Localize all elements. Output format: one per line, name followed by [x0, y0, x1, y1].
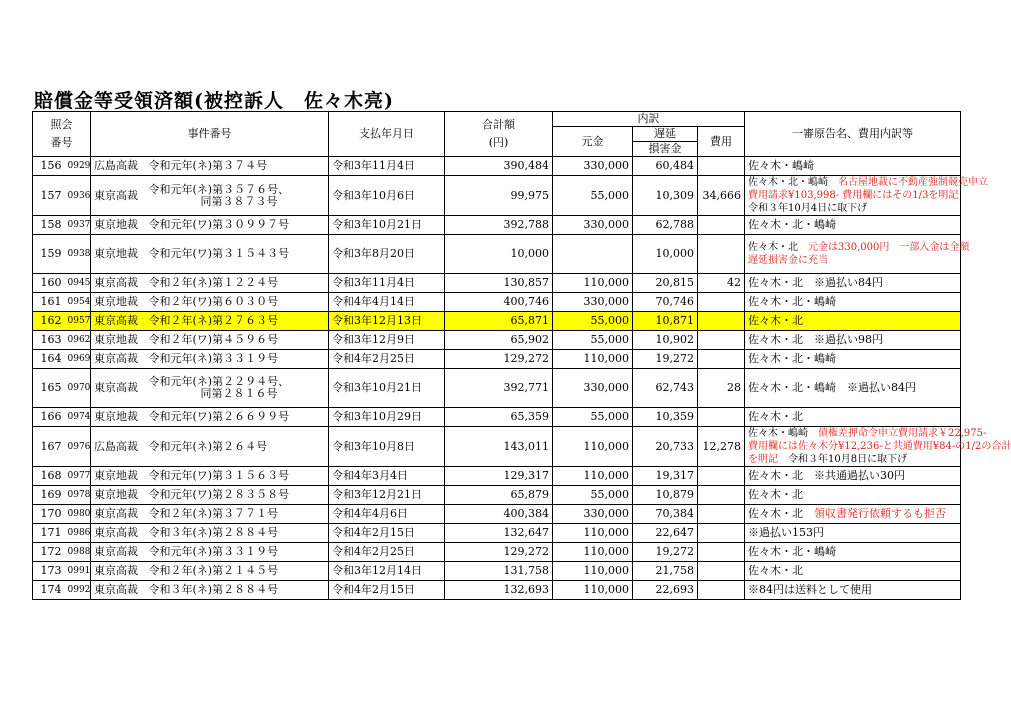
row-cost [698, 505, 745, 524]
row-no: 169 [33, 486, 65, 505]
row-date: 令和3年10月8日 [329, 427, 445, 467]
row-date: 令和3年11月4日 [329, 274, 445, 293]
row-delay: 19,317 [633, 467, 698, 486]
row-cost [698, 235, 745, 274]
row-court: 東京高裁 [91, 505, 146, 524]
payments-table [32, 111, 1011, 600]
remark-red-text: 債権差押命令申立費用請求￥22,975- [818, 428, 987, 439]
header-cost: 費用 [698, 127, 745, 157]
row-principal: 330,000 [553, 369, 633, 408]
row-remarks [745, 216, 961, 235]
remark-text: 佐々木・北 ※共通過払い30円 [748, 469, 906, 482]
row-remarks [745, 505, 961, 524]
row-case [146, 467, 329, 486]
row-court: 東京地裁 [91, 235, 146, 274]
row-total: 400,746 [445, 293, 553, 312]
remark-red-text: 費用請求¥103,998- 費用欄にはその1/3を明記 [748, 190, 959, 201]
remark-text: 佐々木・北・嶋崎 [748, 295, 837, 308]
row-case-main: 令和２年(ネ)第３７７１号 [148, 507, 279, 520]
row-remarks [745, 427, 1011, 467]
row-date: 令和3年10月6日 [329, 176, 445, 216]
row-case [146, 216, 329, 235]
row-court: 東京高裁 [91, 581, 146, 600]
table-body [33, 157, 1011, 600]
table-row [33, 467, 961, 486]
row-code: 0977 [65, 467, 91, 486]
row-no: 156 [33, 157, 65, 176]
row-principal: 55,000 [553, 486, 633, 505]
row-no: 157 [33, 176, 65, 216]
row-code: 0986 [65, 524, 91, 543]
row-total: 392,788 [445, 216, 553, 235]
remark-line [748, 440, 1011, 453]
row-principal: 110,000 [553, 543, 633, 562]
row-principal: 110,000 [553, 562, 633, 581]
row-delay: 19,272 [633, 350, 698, 369]
row-cost [698, 216, 745, 235]
row-case-main: 令和元年(ワ)第３１５４３号 [148, 247, 290, 260]
row-remarks [745, 312, 961, 331]
row-case [146, 505, 329, 524]
row-cost: 34,666 [698, 176, 745, 216]
row-case [146, 524, 329, 543]
row-total: 400,384 [445, 505, 553, 524]
row-no: 172 [33, 543, 65, 562]
remark-text: 佐々木・北 [748, 507, 815, 520]
remark-text: ※84円は送料として使用 [748, 583, 873, 596]
remark-text: 佐々木・嶋崎 [748, 428, 819, 439]
remark-red-text: 費用欄には佐々木分¥12,236-と共通費用¥84-の1/2の合計 [748, 441, 1011, 452]
row-no: 168 [33, 467, 65, 486]
row-no: 174 [33, 581, 65, 600]
row-case [146, 350, 329, 369]
remark-text: 令和３年10月8日に取下げ [778, 454, 908, 465]
row-cost [698, 331, 745, 350]
row-delay: 10,902 [633, 331, 698, 350]
row-code: 0969 [65, 350, 91, 369]
row-case [146, 235, 329, 274]
row-no: 164 [33, 350, 65, 369]
row-delay: 62,743 [633, 369, 698, 408]
row-code: 0970 [65, 369, 91, 408]
row-remarks [745, 581, 961, 600]
remark-text: 佐々木・北 [748, 488, 804, 501]
row-court: 東京高裁 [91, 176, 146, 216]
header-no: 照会 番号 [33, 112, 91, 157]
remark-red-text: 領収書発行依頼するも拒否 [814, 507, 947, 520]
row-total: 143,011 [445, 427, 553, 467]
table-row [33, 274, 961, 293]
row-case-main: 令和元年(ワ)第２８３５８号 [148, 488, 290, 501]
row-delay: 70,384 [633, 505, 698, 524]
row-total: 132,693 [445, 581, 553, 600]
remark-text: 佐々木・北 [748, 564, 804, 577]
row-case [146, 331, 329, 350]
row-no: 171 [33, 524, 65, 543]
table-row [33, 562, 961, 581]
remark-text: 佐々木・北 [748, 410, 804, 423]
row-date: 令和3年10月21日 [329, 369, 445, 408]
row-no: 162 [33, 312, 65, 331]
remark-line [748, 427, 987, 440]
row-principal: 110,000 [553, 524, 633, 543]
row-court: 東京高裁 [91, 524, 146, 543]
row-remarks [745, 543, 961, 562]
row-total: 65,879 [445, 486, 553, 505]
row-cost: 28 [698, 369, 745, 408]
remark-text: 令和３年10月4日に取下げ [748, 203, 868, 214]
row-court: 東京地裁 [91, 216, 146, 235]
remark-red-text: を明記 [748, 454, 779, 465]
row-case [146, 486, 329, 505]
row-total: 132,647 [445, 524, 553, 543]
table-row [33, 486, 961, 505]
row-case-main: 令和元年(ネ)第３３１９号 [148, 545, 279, 558]
row-principal: 110,000 [553, 274, 633, 293]
remark-red-text: 名古屋地裁に不動産強制競売申立 [838, 177, 989, 188]
row-remarks [745, 486, 961, 505]
row-delay: 10,309 [633, 176, 698, 216]
row-remarks [745, 235, 970, 274]
row-court: 東京高裁 [91, 562, 146, 581]
row-delay: 21,758 [633, 562, 698, 581]
row-date: 令和4年2月25日 [329, 350, 445, 369]
row-cost [698, 312, 745, 331]
row-cost: 42 [698, 274, 745, 293]
row-case-main: 令和３年(ネ)第２８８４号 [148, 583, 279, 596]
row-delay: 62,788 [633, 216, 698, 235]
row-case [146, 581, 329, 600]
header-remarks: 一審原告名、費用内訳等 [745, 112, 961, 157]
row-remarks [745, 369, 961, 408]
remark-text: 佐々木・北・嶋崎 ※過払い84円 [748, 381, 917, 394]
remark-line [748, 202, 957, 215]
row-total: 65,871 [445, 312, 553, 331]
table-row [33, 216, 961, 235]
table-row [33, 176, 961, 216]
row-delay: 10,359 [633, 408, 698, 427]
row-total: 10,000 [445, 235, 553, 274]
row-code: 0957 [65, 312, 91, 331]
row-case-main: 令和元年(ネ)第３５７６号、 [148, 182, 290, 196]
row-delay: 19,272 [633, 543, 698, 562]
row-date: 令和3年12月13日 [329, 312, 445, 331]
row-cost [698, 524, 745, 543]
row-delay: 70,746 [633, 293, 698, 312]
row-principal: 55,000 [553, 176, 633, 216]
row-date: 令和3年8月20日 [329, 235, 445, 274]
row-cost [698, 486, 745, 505]
row-principal: 330,000 [553, 216, 633, 235]
row-case [146, 312, 329, 331]
row-code: 0929 [65, 157, 91, 176]
row-court: 東京高裁 [91, 350, 146, 369]
row-no: 163 [33, 331, 65, 350]
row-case-main: 令和２年(ワ)第６０３０号 [148, 295, 279, 308]
row-court: 東京地裁 [91, 486, 146, 505]
row-remarks [745, 274, 961, 293]
row-date: 令和4年4月6日 [329, 505, 445, 524]
row-delay: 20,815 [633, 274, 698, 293]
row-remarks [745, 293, 961, 312]
row-principal: 330,000 [553, 293, 633, 312]
row-court: 東京地裁 [91, 293, 146, 312]
row-court: 東京高裁 [91, 312, 146, 331]
row-case-main: 令和元年(ネ)第２２９４号、 [148, 375, 290, 388]
row-case-main: 令和元年(ネ)第３７４号 [148, 159, 268, 172]
row-total: 130,857 [445, 274, 553, 293]
row-case-main: 令和元年(ネ)第３３１９号 [148, 352, 279, 365]
header-delay-top: 遅延 [633, 127, 698, 142]
row-delay: 10,871 [633, 312, 698, 331]
row-case-main: 令和元年(ネ)第２６４号 [148, 439, 268, 453]
header-date: 支払年月日 [329, 112, 445, 157]
row-date: 令和3年12月14日 [329, 562, 445, 581]
row-case-second: 同第２８１６号 [200, 387, 278, 400]
table-row [33, 369, 961, 408]
row-case-main: 令和３年(ネ)第２８８４号 [148, 526, 279, 539]
row-cost [698, 467, 745, 486]
remark-text: 佐々木・北 [748, 314, 804, 327]
row-delay: 10,879 [633, 486, 698, 505]
table-row [33, 543, 961, 562]
header-breakdown: 内訳 [553, 112, 745, 127]
row-code: 0976 [65, 427, 91, 467]
row-no: 165 [33, 369, 65, 408]
row-total: 129,272 [445, 543, 553, 562]
row-court: 広島高裁 [91, 157, 146, 176]
row-code: 0974 [65, 408, 91, 427]
row-remarks [745, 524, 961, 543]
row-total: 129,272 [445, 350, 553, 369]
row-delay: 60,484 [633, 157, 698, 176]
remark-text: 佐々木・北 ※過払い84円 [748, 276, 884, 289]
remark-text: 佐々木・北・嶋崎 [748, 352, 837, 365]
row-no: 158 [33, 216, 65, 235]
row-principal: 110,000 [553, 350, 633, 369]
row-case [146, 543, 329, 562]
table-row [33, 505, 961, 524]
table-row [33, 331, 961, 350]
header-principal: 元金 [553, 127, 633, 157]
row-principal [553, 235, 633, 274]
remark-line [748, 176, 989, 189]
row-date: 令和3年12月9日 [329, 331, 445, 350]
row-date: 令和3年10月21日 [329, 216, 445, 235]
remark-line [748, 189, 957, 202]
row-remarks [745, 157, 961, 176]
row-cost [698, 543, 745, 562]
row-date: 令和4年2月15日 [329, 524, 445, 543]
row-case-main: 令和元年(ワ)第２６６９９号 [148, 410, 290, 423]
remark-line [748, 241, 970, 254]
row-total: 65,902 [445, 331, 553, 350]
remark-text: 佐々木・北 ※過払い98円 [748, 333, 884, 346]
row-cost [698, 350, 745, 369]
row-remarks [745, 562, 961, 581]
table-row [33, 312, 961, 331]
row-total: 392,771 [445, 369, 553, 408]
row-court: 東京高裁 [91, 369, 146, 408]
table-header [33, 112, 961, 157]
row-remarks [745, 176, 989, 216]
row-case [146, 176, 329, 216]
row-principal: 330,000 [553, 505, 633, 524]
row-cost [698, 562, 745, 581]
row-no: 160 [33, 274, 65, 293]
remark-text: 佐々木・北・嶋崎 [748, 218, 837, 231]
remark-red-text: 元金は330,000円 一部入金は全額 [808, 242, 970, 253]
remark-text: 佐々木・北・嶋崎 [748, 545, 837, 558]
row-delay: 22,693 [633, 581, 698, 600]
row-court: 東京地裁 [91, 331, 146, 350]
header-delay-bottom: 損害金 [633, 142, 698, 157]
row-principal: 55,000 [553, 331, 633, 350]
remark-text: 佐々木・嶋崎 [748, 159, 815, 172]
row-code: 0988 [65, 543, 91, 562]
row-no: 166 [33, 408, 65, 427]
row-principal: 55,000 [553, 312, 633, 331]
row-case [146, 427, 329, 467]
row-code: 0937 [65, 216, 91, 235]
row-case-main: 令和元年(ワ)第３１５６３号 [148, 469, 290, 482]
row-cost [698, 581, 745, 600]
row-date: 令和4年2月25日 [329, 543, 445, 562]
row-cost [698, 408, 745, 427]
row-no: 170 [33, 505, 65, 524]
row-case-main: 令和２年(ワ)第４５９６号 [148, 333, 279, 346]
row-case-main: 令和２年(ネ)第２１４５号 [148, 564, 279, 577]
row-remarks [745, 408, 961, 427]
page-title: 賠償金等受領済額(被控訴人 佐々木亮) [34, 90, 394, 112]
remark-text: ※過払い153円 [748, 526, 825, 539]
table-row [33, 157, 961, 176]
row-remarks [745, 467, 961, 486]
row-court: 広島高裁 [91, 427, 146, 467]
remark-line [748, 254, 957, 267]
row-no: 167 [33, 427, 65, 467]
row-case [146, 274, 329, 293]
row-no: 173 [33, 562, 65, 581]
row-principal: 110,000 [553, 427, 633, 467]
row-case-main: 令和２年(ネ)第２７６３号 [148, 314, 279, 327]
row-court: 東京地裁 [91, 408, 146, 427]
row-code: 0978 [65, 486, 91, 505]
row-code: 0936 [65, 176, 91, 216]
row-court: 東京高裁 [91, 543, 146, 562]
header-case: 事件番号 [91, 112, 329, 157]
table-row [33, 524, 961, 543]
row-code: 0954 [65, 293, 91, 312]
row-case-main: 令和２年(ネ)第１２２４号 [148, 276, 279, 289]
row-code: 0938 [65, 235, 91, 274]
row-date: 令和3年10月29日 [329, 408, 445, 427]
row-code: 0962 [65, 331, 91, 350]
row-code: 0991 [65, 562, 91, 581]
header-total: 合計額 (円) [445, 112, 553, 157]
table-row [33, 350, 961, 369]
row-total: 390,484 [445, 157, 553, 176]
row-remarks [745, 331, 961, 350]
remark-line [748, 453, 957, 466]
row-principal: 330,000 [553, 157, 633, 176]
row-code: 0980 [65, 505, 91, 524]
row-case-second: 同第３８７３号 [200, 194, 278, 208]
row-delay: 10,000 [633, 235, 698, 274]
row-date: 令和4年4月14日 [329, 293, 445, 312]
row-principal: 110,000 [553, 467, 633, 486]
row-principal: 55,000 [553, 408, 633, 427]
row-cost [698, 293, 745, 312]
table-row [33, 581, 961, 600]
row-date: 令和4年3月4日 [329, 467, 445, 486]
row-total: 131,758 [445, 562, 553, 581]
table-row [33, 427, 961, 467]
row-court: 東京高裁 [91, 274, 146, 293]
row-principal: 110,000 [553, 581, 633, 600]
row-date: 令和3年11月4日 [329, 157, 445, 176]
row-court: 東京地裁 [91, 467, 146, 486]
row-cost: 12,278 [698, 427, 745, 467]
row-total: 99,975 [445, 176, 553, 216]
row-case-main: 令和元年(ワ)第３０９９７号 [148, 218, 290, 231]
table-row [33, 235, 961, 274]
row-case [146, 293, 329, 312]
row-total: 129,317 [445, 467, 553, 486]
row-no: 159 [33, 235, 65, 274]
row-case [146, 562, 329, 581]
row-remarks [745, 350, 961, 369]
row-case [146, 157, 329, 176]
row-delay: 20,733 [633, 427, 698, 467]
remark-text: 佐々木・北 [748, 242, 809, 253]
row-total: 65,359 [445, 408, 553, 427]
row-no: 161 [33, 293, 65, 312]
row-date: 令和4年2月15日 [329, 581, 445, 600]
row-cost [698, 157, 745, 176]
remark-red-text: 遅延損害金に充当 [748, 255, 829, 266]
row-case [146, 408, 329, 427]
table-row [33, 408, 961, 427]
row-code: 0992 [65, 581, 91, 600]
row-case [146, 369, 329, 408]
row-date: 令和3年12月21日 [329, 486, 445, 505]
table-row [33, 293, 961, 312]
remark-text: 佐々木・北・嶋崎 [748, 177, 839, 188]
row-delay: 22,647 [633, 524, 698, 543]
row-code: 0945 [65, 274, 91, 293]
